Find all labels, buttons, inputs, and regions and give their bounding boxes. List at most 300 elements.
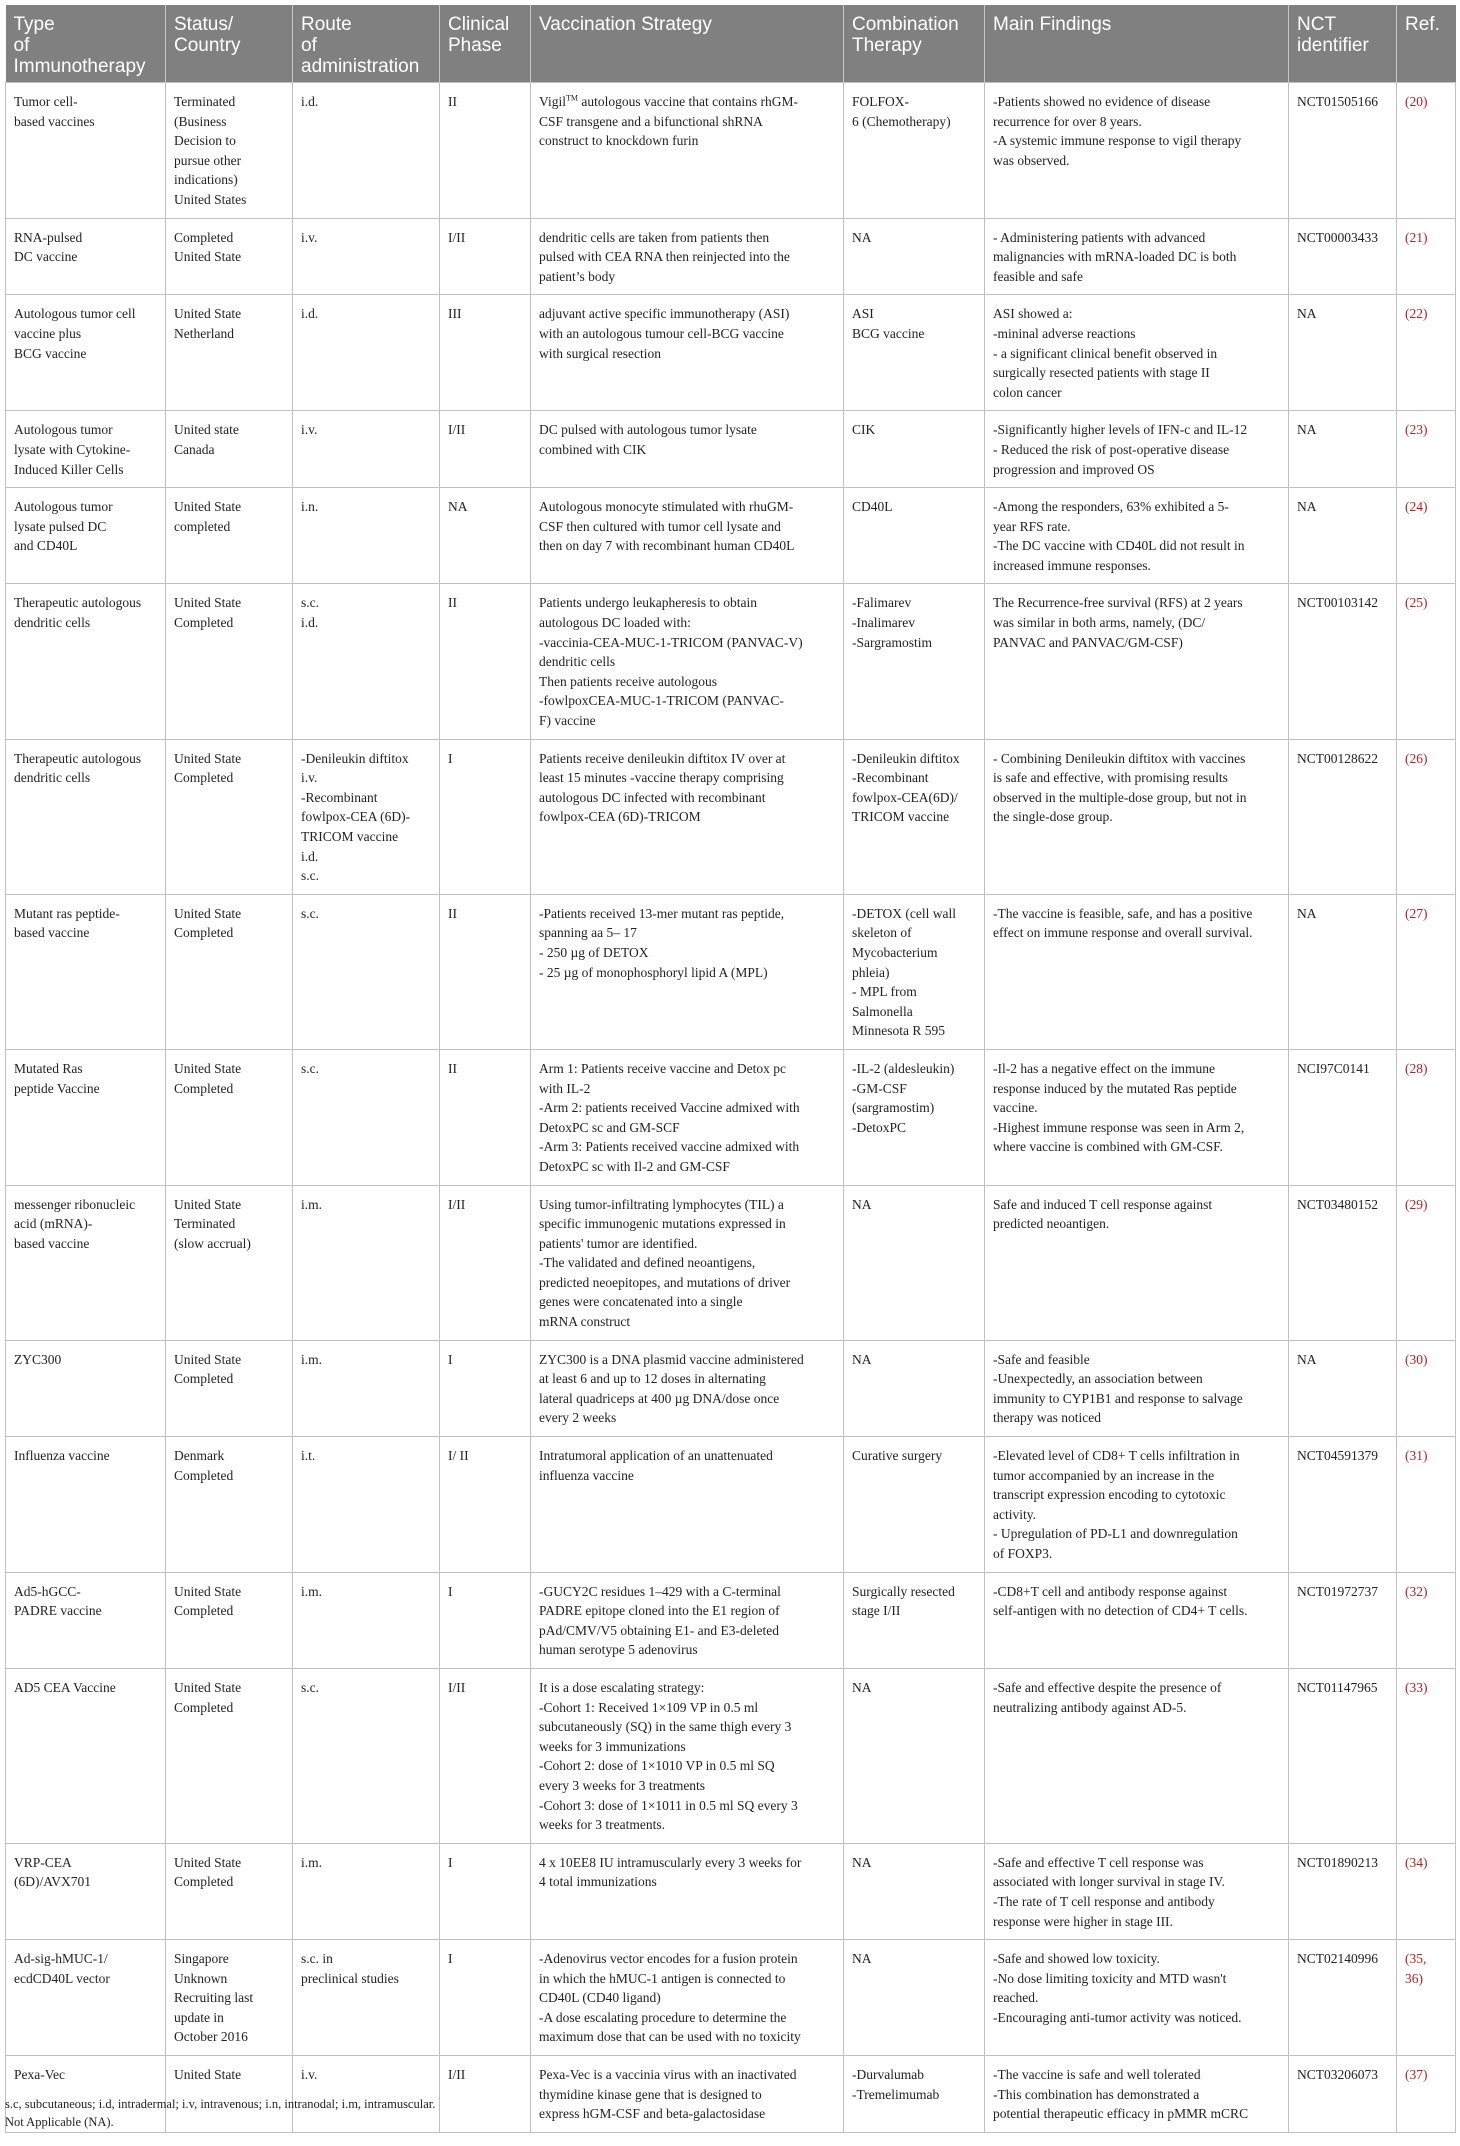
cell-line: NA [1297,422,1317,438]
cell-line: NA [852,1351,872,1367]
cell-line: NA [852,1854,872,1870]
cell-combination [844,1572,985,1668]
cell-combination [844,83,985,219]
cell-line: i.m. [301,1854,323,1870]
cell-line: I [448,1583,453,1599]
cell-ref [1397,488,1456,584]
cell-line: -Unexpectedly, an association between [993,1371,1203,1387]
cell-line: NA [1297,306,1317,322]
cell-strategy [531,739,844,894]
cell-ref [1397,2056,1456,2133]
cell-line: United State [174,2067,242,2083]
cell-line: Recruiting last [174,1990,254,2006]
cell-line: -A systemic immune response to vigil therapy [993,133,1242,149]
cell-combination [844,488,985,584]
table-row [6,1668,1456,1843]
cell-line: Surgically resected [852,1583,955,1599]
cell-line: TRICOM vaccine [852,809,950,825]
cell-line: VRP-CEA [14,1854,72,1870]
reference-link[interactable]: (34) [1405,1854,1428,1870]
cell-route [293,1940,440,2056]
table-row [6,1340,1456,1436]
cell-line: mRNA construct [539,1314,631,1330]
cell-line: -GUCY2C residues 1–429 with a C-terminal [539,1583,781,1599]
cell-line: adjuvant active specific immunotherapy (ASI) [539,306,790,322]
cell-line: therapy was noticed [993,1410,1101,1426]
cell-line: Completed [174,770,234,786]
reference-link[interactable]: (33) [1405,1679,1428,1695]
cell-route [293,739,440,894]
cell-line: I/II [448,2067,466,2083]
cell-nct [1289,1940,1397,2056]
cell-line: The Recurrence-free survival (RFS) at 2 years [993,595,1243,611]
cell-line: preclinical studies [301,1970,399,1986]
cell-line: CSF then cultured with tumor cell lysate and [539,518,781,534]
cell-ref [1397,1437,1456,1573]
cell-line: Patients receive denileukin diftitox IV over at [539,750,786,766]
cell-line: - a significant clinical benefit observed in [993,345,1218,361]
cell-line: i.m. [301,1196,323,1212]
cell-combination [844,1940,985,2056]
cell-line: Autologous tumor cell [14,306,136,322]
cell-line: NA [852,1951,872,1967]
cell-line: i.t. [301,1448,316,1464]
cell-status [166,1572,293,1668]
cell-line: ZYC300 is a DNA plasmid vaccine administered [539,1351,804,1367]
footnote-line: Not Applicable (NA). [5,2115,114,2129]
cell-line: Netherland [174,325,234,341]
cell-line: United State [174,249,242,265]
cell-line: activity. [993,1506,1036,1522]
cell-line: weeks for 3 immunizations [539,1738,686,1754]
cell-line: RNA-pulsed [14,229,83,245]
cell-line: transcript expression encoding to cytotoxic [993,1487,1226,1503]
cell-line: express hGM-CSF and beta-galactosidase [539,2106,766,2122]
cell-line: Safe and induced T cell response against [993,1196,1213,1212]
cell-line: NA [852,1679,872,1695]
cell-nct [1289,739,1397,894]
cell-line: - Reduced the risk of post-operative disease [993,441,1230,457]
cell-line: Intratumoral application of an unattenuated [539,1448,773,1464]
table-body [6,83,1456,2133]
cell-line: -DETOX (cell wall [852,905,956,921]
cell-line: 6 (Chemotherapy) [852,113,951,129]
reference-link[interactable]: (37) [1405,2067,1428,2083]
cell-line: dendritic cells [14,615,91,631]
cell-line: phleia) [852,964,890,980]
cell-line: genes were concatenated into a single [539,1294,743,1310]
cell-line: every 2 weeks [539,1410,617,1426]
cell-route [293,411,440,488]
cell-line: NCT01890213 [1297,1854,1378,1870]
cell-line: immunity to CYP1B1 and response to salvage [993,1390,1243,1406]
cell-line: dendritic cells [539,654,616,670]
cell-type [6,1049,166,1185]
cell-line: II [448,595,457,611]
cell-line: -Cohort 3: dose of 1×1011 in 0.5 ml SQ every 3 [539,1797,798,1813]
cell-line: -Denileukin diftitox [301,750,409,766]
cell-line: NCT00128622 [1297,750,1378,766]
cell-line: -Safe and feasible [993,1351,1090,1367]
cell-line: indications) [174,172,238,188]
cell-line: with surgical resection [539,345,661,361]
cell-line: surgically resected patients with stage II [993,365,1210,381]
reference-link[interactable]: (26) [1405,750,1428,766]
cell-line: F) vaccine [539,713,596,729]
cell-status [166,584,293,739]
cell-status [166,1340,293,1436]
column-header-line: Status/ [174,14,234,35]
cell-nct [1289,584,1397,739]
cell-line: Denmark [174,1448,225,1464]
cell-line: i.d. [301,615,319,631]
cell-line: -Highest immune response was seen in Arm 2, [993,1119,1245,1135]
cell-phase [440,1437,531,1573]
cell-line: Mycobacterium [852,944,938,960]
column-header-line: administration [301,56,420,77]
cell-line: s.c. [301,1679,319,1695]
cell-line: United State [174,905,242,921]
cell-line: -Cohort 1: Received 1×109 VP in 0.5 ml [539,1699,759,1715]
cell-line: lysate pulsed DC [14,518,107,534]
cell-line: CIK [852,422,876,438]
cell-findings [985,1668,1289,1843]
cell-combination [844,894,985,1049]
immunotherapy-table-container [5,5,1455,2133]
cell-line: effect on immune response and overall survival. [993,925,1253,941]
reference-link[interactable]: (22) [1405,306,1428,322]
cell-route [293,1843,440,1939]
cell-type [6,1572,166,1668]
footnote-line: s.c, subcutaneous; i.d, intradermal; i.v, intravenous; i.n, intranodal; i.m, intramuscular. [5,2097,436,2111]
table-row [6,83,1456,219]
cell-line: thymidine kinase gene that is designed to [539,2086,762,2102]
cell-type [6,584,166,739]
cell-line: (sargramostim) [852,1100,935,1116]
cell-nct [1289,1668,1397,1843]
cell-type [6,1668,166,1843]
cell-findings [985,1437,1289,1573]
cell-line: observed in the multiple-dose group, but not in [993,789,1247,805]
cell-line: NCT04591379 [1297,1448,1378,1464]
cell-line: United State [174,1854,242,1870]
cell-line: Completed [174,1371,234,1387]
cell-combination [844,1843,985,1939]
reference-link[interactable]: (32) [1405,1583,1428,1599]
cell-strategy [531,1572,844,1668]
cell-line: response induced by the mutated Ras peptide [993,1080,1237,1096]
cell-line: PADRE vaccine [14,1603,102,1619]
cell-line: Autologous monocyte stimulated with rhuGM- [539,499,794,515]
cell-line: 4 x 10EE8 IU intramuscularly every 3 weeks for [539,1854,802,1870]
cell-line: Mutated Ras [14,1060,83,1076]
cell-line: Induced Killer Cells [14,461,124,477]
cell-line: TRICOM vaccine [301,829,399,844]
cell-line: -GM-CSF [852,1080,907,1096]
table-row [6,1572,1456,1668]
cell-line: - Upregulation of PD-L1 and downregulation [993,1526,1238,1542]
cell-line: Mutant ras peptide- [14,905,120,921]
cell-line: -Safe and effective T cell response was [993,1854,1204,1870]
cell-line: Using tumor-infiltrating lymphocytes (TIL) a [539,1196,784,1212]
cell-line: -A dose escalating procedure to determine the [539,2009,787,2025]
cell-line: DC vaccine [14,249,78,265]
cell-line: i.v. [301,2067,318,2083]
cell-line: -Safe and effective despite the presence of [993,1679,1222,1695]
table-row [6,1049,1456,1185]
cell-strategy [531,894,844,1049]
cell-line: based vaccine [14,1235,90,1251]
cell-line: construct to knockdown furin [539,133,699,149]
cell-line: based vaccine [14,925,90,941]
cell-line: NA [852,1196,872,1212]
cell-combination [844,584,985,739]
cell-line: patients' tumor are identified. [539,1235,698,1251]
cell-line: It is a dose escalating strategy: [539,1679,705,1695]
cell-line: AD5 CEA Vaccine [14,1679,116,1695]
cell-line: self-antigen with no detection of CD4+ T cells. [993,1603,1248,1619]
cell-status [166,1437,293,1573]
cell-line: lateral quadriceps at 400 µg DNA/dose once [539,1390,780,1406]
cell-phase [440,894,531,1049]
cell-line: s.c. in [301,1951,333,1967]
cell-findings [985,1340,1289,1436]
reference-link[interactable]: (23) [1405,422,1428,438]
cell-line: human serotype 5 adenovirus [539,1642,698,1658]
cell-line: least 15 minutes -vaccine therapy comprising [539,770,784,786]
cell-route [293,584,440,739]
cell-status [166,488,293,584]
cell-line: - Administering patients with advanced [993,229,1206,245]
cell-status [166,295,293,411]
cell-phase [440,2056,531,2133]
cell-combination [844,411,985,488]
cell-line: combined with CIK [539,441,647,457]
cell-combination [844,1340,985,1436]
reference-link[interactable]: (30) [1405,1351,1428,1367]
cell-strategy [531,1843,844,1939]
cell-line: -Adenovirus vector encodes for a fusion protein [539,1951,798,1967]
cell-line: -DetoxPC [852,1119,906,1135]
cell-line: i.d. [301,306,319,322]
cell-line: - 25 µg of monophosphoryl lipid A (MPL) [539,964,768,980]
cell-line: weeks for 3 treatments. [539,1817,665,1833]
cell-nct [1289,1049,1397,1185]
cell-route [293,894,440,1049]
table-row [6,1185,1456,1340]
column-header-line: Immunotherapy [13,56,146,77]
cell-line: NCT01147965 [1297,1679,1378,1695]
cell-line: United State [174,499,242,515]
cell-line: with an autologous tumour cell-BCG vaccine [539,325,784,341]
cell-line: update in [174,2009,224,2025]
cell-strategy [531,83,844,219]
cell-line: NCI97C0141 [1297,1060,1370,1076]
cell-line: (Business [174,113,227,129]
cell-status [166,1049,293,1185]
cell-nct [1289,1185,1397,1340]
cell-line: October 2016 [174,2029,248,2045]
reference-link[interactable]: 36) [1405,1970,1423,1986]
cell-line: -Tremelimumab [852,2086,940,2102]
cell-phase [440,218,531,295]
cell-findings [985,1572,1289,1668]
cell-status [166,894,293,1049]
table-row [6,488,1456,584]
cell-line: Influenza vaccine [14,1448,110,1464]
cell-phase [440,83,531,219]
cell-phase [440,1668,531,1843]
cell-line: Decision to [174,133,236,149]
cell-line: Tumor cell- [14,94,78,109]
reference-link[interactable]: (31) [1405,1448,1428,1464]
cell-strategy [531,584,844,739]
cell-line: NCT01505166 [1297,94,1378,109]
column-header-status [166,5,293,83]
cell-line: -Arm 3: Patients received vaccine admixed with [539,1139,800,1155]
cell-line: every 3 weeks for 3 treatments [539,1777,706,1793]
cell-line: Pexa-Vec is a vaccinia virus with an inactivated [539,2067,797,2083]
cell-line: I/II [448,422,466,438]
cell-line: Then patients receive autologous [539,673,718,689]
cell-line: -Patients received 13-mer mutant ras peptide, [539,905,785,921]
cell-line: - 250 µg of DETOX [539,944,649,960]
cell-ref [1397,1049,1456,1185]
cell-line: -The validated and defined neoantigens, [539,1255,756,1271]
cell-line: of FOXP3. [993,1546,1053,1561]
cell-line: patient’s body [539,268,616,284]
cell-line: Autologous tumor [14,422,113,438]
cell-line: -The rate of T cell response and antibody [993,1893,1215,1909]
cell-line: spanning aa 5– 17 [539,925,637,941]
cell-line: pulsed with CEA RNA then reinjected into the [539,249,790,265]
cell-line: predicted neoantigen. [993,1216,1110,1232]
cell-line: in which the hMUC-1 antigen is connected to [539,1970,786,1986]
reference-link[interactable]: (29) [1405,1196,1428,1212]
cell-route [293,218,440,295]
reference-link[interactable]: (27) [1405,905,1428,921]
cell-route [293,1668,440,1843]
cell-line: Ad-sig-hMUC-1/ [14,1951,108,1967]
cell-type [6,83,166,219]
cell-line: -CD8+T cell and antibody response against [993,1583,1228,1599]
cell-line: completed [174,518,231,534]
cell-type [6,488,166,584]
cell-route [293,1185,440,1340]
cell-line: -Elevated level of CD8+ T cells infiltration in [993,1448,1240,1464]
cell-line: II [448,1060,457,1076]
cell-line: reached. [993,1990,1039,2006]
cell-line: Completed [174,615,234,631]
cell-line: FOLFOX- [852,94,910,109]
cell-line: increased immune responses. [993,557,1151,573]
cell-line: NCT02140996 [1297,1951,1378,1967]
cell-ref [1397,83,1456,219]
cell-line: -Cohort 2: dose of 1×1010 VP in 0.5 ml SQ [539,1758,775,1774]
cell-ref [1397,894,1456,1049]
cell-findings [985,894,1289,1049]
cell-type [6,1437,166,1573]
reference-link[interactable]: (24) [1405,499,1428,515]
cell-line: DetoxPC sc and GM-SCF [539,1119,680,1135]
cell-line: stage I/II [852,1603,901,1619]
table-row [6,1843,1456,1939]
cell-line: recurrence for over 8 years. [993,113,1142,129]
cell-line: peptide Vaccine [14,1080,100,1096]
cell-strategy [531,2056,844,2133]
cell-route [293,1437,440,1573]
cell-line: lysate with Cytokine- [14,441,131,457]
cell-line: NCT00103142 [1297,595,1378,611]
cell-line: at least 6 and up to 12 doses in alternating [539,1371,766,1387]
cell-findings [985,218,1289,295]
cell-line: -Sargramostim [852,634,932,650]
cell-line: i.d. [301,848,319,864]
cell-line: I/II [448,1196,466,1212]
cell-route [293,1340,440,1436]
reference-link[interactable]: (21) [1405,229,1428,245]
cell-nct [1289,894,1397,1049]
cell-line: Patients undergo leukapheresis to obtain [539,595,757,611]
immunotherapy-table [5,5,1456,2133]
reference-link[interactable]: (20) [1405,94,1428,109]
cell-line: -Safe and showed low toxicity. [993,1951,1160,1967]
cell-nct [1289,1572,1397,1668]
cell-line: maximum dose that can be used with no toxicity [539,2029,801,2045]
cell-type [6,218,166,295]
cell-line: Canada [174,441,215,457]
cell-type [6,1185,166,1340]
cell-ref [1397,218,1456,295]
column-header-type [6,5,166,83]
cell-line: Therapeutic autologous [14,595,142,611]
column-header-line: Vaccination Strategy [539,14,712,35]
table-header-row [6,5,1456,83]
reference-link[interactable]: (35, [1405,1951,1427,1967]
reference-link[interactable]: (25) [1405,595,1428,611]
cell-line: fowlpox-CEA (6D)-TRICOM [539,809,701,825]
cell-line: ecdCD40L vector [14,1970,110,1986]
cell-line: Completed [174,1080,234,1096]
table-row [6,1940,1456,2056]
column-header-line: Country [174,35,241,56]
cell-status [166,411,293,488]
cell-ref [1397,584,1456,739]
cell-line: NA [448,499,468,515]
column-header-line: Combination [852,14,959,35]
cell-line: i.v. [301,229,318,245]
cell-line: dendritic cells are taken from patients then [539,229,770,245]
cell-type [6,894,166,1049]
cell-line: Curative surgery [852,1448,943,1464]
cell-line: -IL-2 (aldesleukin) [852,1060,955,1076]
cell-findings [985,1843,1289,1939]
column-header-line: Therapy [852,35,922,56]
cell-findings [985,2056,1289,2133]
cell-line: Minnesota R 595 [852,1023,945,1039]
cell-combination [844,218,985,295]
cell-combination [844,1668,985,1843]
cell-combination [844,739,985,894]
cell-line: -This combination has demonstrated a [993,2086,1200,2102]
cell-strategy [531,1185,844,1340]
cell-line: Terminated [174,94,236,109]
cell-line: based vaccines [14,113,95,129]
reference-link[interactable]: (28) [1405,1060,1428,1076]
cell-nct [1289,2056,1397,2133]
cell-line: Completed [174,1874,234,1890]
cell-ref [1397,1185,1456,1340]
